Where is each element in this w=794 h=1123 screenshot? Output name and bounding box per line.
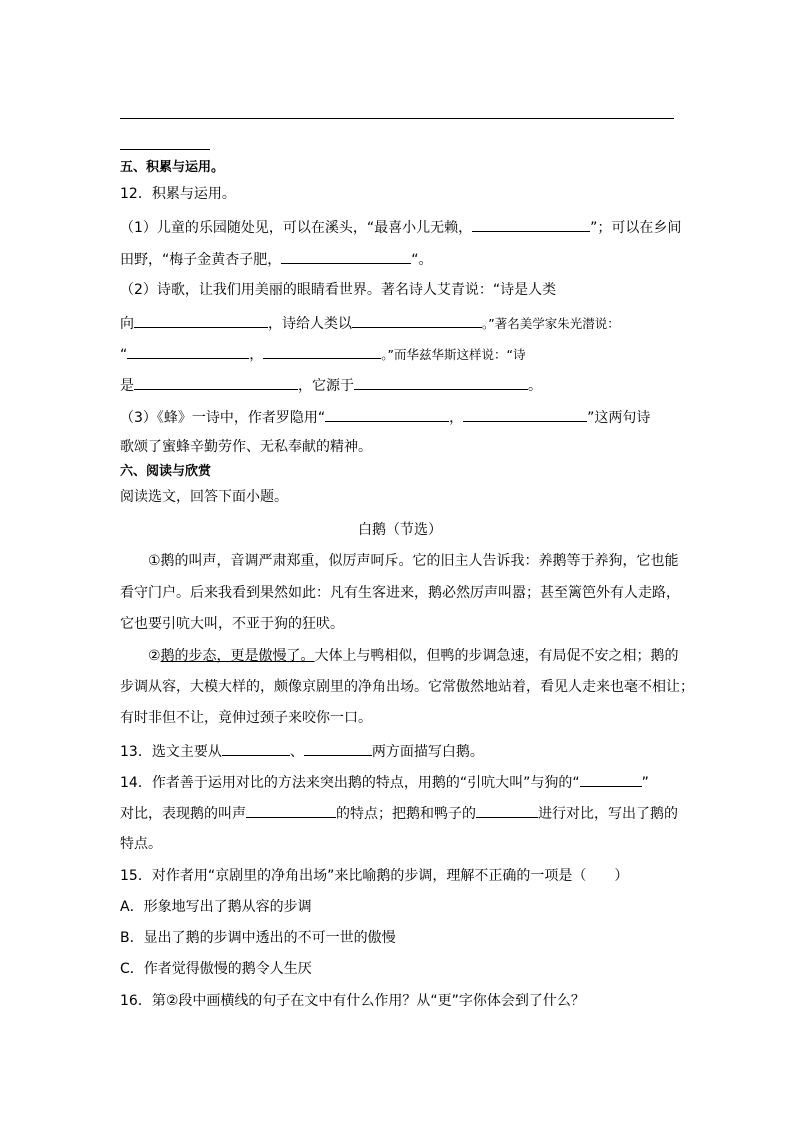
fill-blank[interactable] bbox=[463, 406, 587, 422]
question-14-line2: 对比，表现鹅的叫声 的特点；把鹅和鸭子的 进行对比，写出了鹅的 bbox=[120, 802, 680, 822]
reading-instruction: 阅读选文，回答下面小题。 bbox=[120, 489, 288, 505]
passage-para2-line2: 步调从容，大模大样的，颇像京剧里的净角出场。它常傲然地站着，看见人走来也毫不相让； bbox=[120, 679, 694, 695]
fill-blank[interactable] bbox=[354, 374, 528, 390]
question-14-line3: 特点。 bbox=[120, 836, 162, 852]
question-13: 13．选文主要从 、 两方面描写白鹅。 bbox=[120, 740, 680, 760]
passage-para1-line2: 看守门户。后来我看到果然如此：凡有生客进来，鹅必然厉声叫嚣；甚至篱笆外有人走路， bbox=[120, 585, 680, 601]
answer-line bbox=[120, 118, 674, 119]
passage-para1-line1: ①鹅的叫声，音调严肃郑重，似厉声呵斥。它的旧主人告诉我：养鹅等于养狗，它也能 bbox=[148, 553, 679, 569]
passage-title: 白鹅（节选） bbox=[358, 522, 442, 538]
section-heading: 五、积累与运用。 bbox=[120, 160, 225, 175]
question-12-title: 12．积累与运用。 bbox=[120, 186, 236, 202]
q12-part2-line4: 是 ，它源于 。 bbox=[120, 374, 680, 394]
passage-para1-line3: 它也要引吭大叫，不亚于狗的狂吠。 bbox=[120, 616, 344, 632]
fill-blank[interactable] bbox=[246, 802, 336, 818]
fill-blank[interactable] bbox=[352, 312, 482, 328]
fill-blank[interactable] bbox=[134, 312, 268, 328]
q12-part1-line2: 田野，“梅子金黄杏子肥， “。 bbox=[120, 248, 680, 268]
fill-blank[interactable] bbox=[127, 343, 249, 359]
q12-part2-line1: （2）诗歌，让我们用美丽的眼睛看世界。著名诗人艾青说：“诗是人类 bbox=[120, 282, 557, 298]
q12-part3-line2: 歌颂了蜜蜂辛勤劳作、无私奉献的精神。 bbox=[120, 439, 372, 455]
q12-part3-line1: （3）《蜂》一诗中，作者罗隐用“ ， ”这两句诗 bbox=[120, 406, 680, 426]
fill-blank[interactable] bbox=[222, 740, 290, 756]
fill-blank[interactable] bbox=[263, 343, 381, 359]
section-heading: 六、阅读与欣赏 bbox=[120, 464, 212, 479]
fill-blank[interactable] bbox=[134, 374, 298, 390]
passage-para2-line3: 有时非但不让，竟伸过颈子来咬你一口。 bbox=[120, 710, 372, 726]
underlined-sentence: 鹅的步态，更是傲慢了。 bbox=[160, 648, 315, 664]
option-b[interactable]: B．显出了鹅的步调中透出的不可一世的傲慢 bbox=[120, 930, 396, 946]
q12-part1-line1: （1）儿童的乐园随处见，可以在溪头，“最喜小儿无赖， ”；可以在乡间 bbox=[120, 216, 680, 236]
answer-line-end bbox=[120, 149, 210, 150]
fill-blank[interactable] bbox=[476, 802, 538, 818]
fill-blank[interactable] bbox=[325, 406, 449, 422]
option-c[interactable]: C．作者觉得傲慢的鹅令人生厌 bbox=[120, 961, 312, 977]
option-a[interactable]: A．形象地写出了鹅从容的步调 bbox=[120, 899, 312, 915]
fill-blank[interactable] bbox=[580, 771, 642, 787]
passage-para2-line1: ②鹅的步态，更是傲慢了。大体上与鸭相似，但鸭的步调急速，有局促不安之相；鹅的 bbox=[148, 648, 679, 664]
fill-blank[interactable] bbox=[304, 740, 372, 756]
question-14-line1: 14．作者善于运用对比的方法来突出鹅的特点，用鹅的“引吭大叫”与狗的“ ” bbox=[120, 771, 680, 791]
q12-part2-line2: 向 ，诗给人类以 。”著名美学家朱光潜说： bbox=[120, 312, 680, 332]
fill-blank[interactable] bbox=[472, 216, 590, 232]
question-15: 15．对作者用“京剧里的净角出场”来比喻鹅的步调，理解不正确的一项是（ ） bbox=[120, 868, 629, 884]
q12-part2-line3: “ ， 。”而华兹华斯这样说：“诗 bbox=[120, 343, 680, 363]
question-16: 16．第②段中画横线的句子在文中有什么作用？从“更”字你体会到了什么？ bbox=[120, 993, 585, 1009]
fill-blank[interactable] bbox=[281, 248, 411, 264]
